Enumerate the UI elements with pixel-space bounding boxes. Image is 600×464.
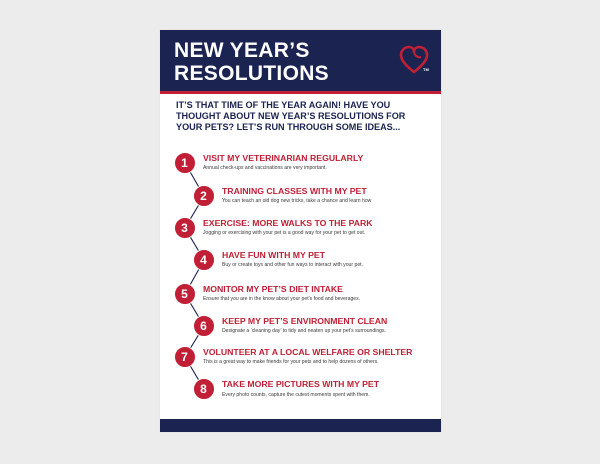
number-badge: 2 [193, 185, 215, 207]
resolution-title: MONITOR MY PET’S DIET INTAKE [203, 284, 343, 294]
resolutions-poster [160, 30, 441, 432]
resolution-description: Buy or create toys and other fun ways to interact with your pet. [222, 262, 363, 268]
poster-footer [160, 419, 441, 432]
trademark-label: TM [423, 67, 429, 72]
resolution-title: VOLUNTEER AT A LOCAL WELFARE OR SHELTER [203, 347, 413, 357]
number-badge: 8 [193, 378, 215, 400]
resolution-title: TRAINING CLASSES WITH MY PET [222, 186, 367, 196]
resolution-title: EXERCISE: MORE WALKS TO THE PARK [203, 218, 373, 228]
resolution-description: Every photo counts, capture the cutest moments spent with them. [222, 392, 370, 398]
number-badge: 7 [174, 346, 196, 368]
number-badge: 3 [174, 217, 196, 239]
resolution-description: Ensure that you are in the know about your pet’s food and beverages. [203, 296, 361, 302]
number-badge: 4 [193, 249, 215, 271]
resolution-description: You can teach an old dog new tricks, take a chance and learn how [222, 198, 372, 204]
number-badge: 1 [174, 152, 196, 174]
number-badge: 5 [174, 283, 196, 305]
resolution-title: VISIT MY VETERINARIAN REGULARLY [203, 153, 364, 163]
title-line-2: RESOLUTIONS [174, 62, 329, 85]
resolution-description: Annual check-ups and vaccinations are very important. [203, 165, 327, 171]
resolution-description: Jogging or exercising with your pet is a good way for your pet to get out. [203, 230, 366, 236]
number-badge: 6 [193, 315, 215, 337]
resolution-description: This is a great way to make friends for your pets and to help dozens of others. [203, 359, 379, 365]
resolution-title: TAKE MORE PICTURES WITH MY PET [222, 379, 380, 389]
intro-line-2: THOUGHT ABOUT NEW YEAR’S RESOLUTIONS FOR [176, 111, 406, 121]
resolution-description: Designate a ‘cleaning day’ to tidy and neaten up your pet’s surroundings. [222, 328, 386, 334]
title-line-1: NEW YEAR’S [174, 39, 310, 62]
intro-line-1: IT’S THAT TIME OF THE YEAR AGAIN! HAVE YOU [176, 100, 391, 110]
intro-line-3: YOUR PETS? LET’S RUN THROUGH SOME IDEAS... [176, 122, 401, 132]
resolution-title: HAVE FUN WITH MY PET [222, 250, 325, 260]
resolution-title: KEEP MY PET’S ENVIRONMENT CLEAN [222, 316, 388, 326]
